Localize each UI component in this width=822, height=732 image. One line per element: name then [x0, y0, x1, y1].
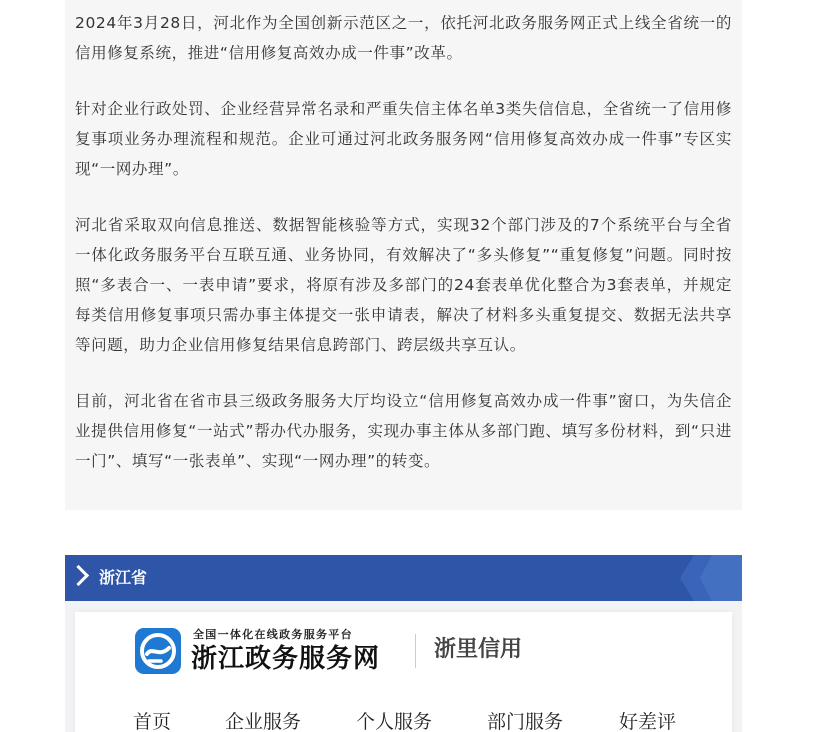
logo-divider [415, 634, 416, 668]
article-paragraph-4: 目前，河北省在省市县三级政务服务大厅均设立“信用修复高效办成一件事”窗口，为失信企业提供信用修复“一站式”帮办代办服务，实现办事主体从多部门跑、填写多份材料，到“只进一门”、填写“一张表单”、实现“一网办理”的转变。 [75, 392, 732, 470]
nav-item-feedback[interactable]: 好差评 [619, 711, 677, 732]
article-paragraph-3: 河北省采取双向信息推送、数据智能核验等方式，实现32个部门涉及的7个系统平台与全省一体化政务服务平台互联互通、业务协同，有效解决了“多头修复”“重复修复”问题。同时按照“多表合一、一表申请”要求，将原有涉及多部门的24套表单优化整合为3套表单，并规定每类信用修复事项只需办事主体提交一张申请表，解决了材料多头重复提交、数据无法共享等问题，助力企业信用修复结果信息跨部门、跨层级共享互认。 [75, 216, 732, 354]
banner-decoration [672, 555, 742, 601]
article-paragraph-2: 针对企业行政处罚、企业经营异常名录和严重失信主体名单3类失信信息，全省统一了信用修复事项业务办理流程和规范。企业可通过河北政务服务网“信用修复高效办成一件事”专区实现“一网办理”。 [75, 100, 732, 178]
article-text-panel [65, 0, 742, 510]
nav-item-personal-services[interactable]: 个人服务 [356, 711, 433, 732]
portal-side-title[interactable]: 浙里信用 [434, 637, 523, 662]
portal-subtitle: 全国一体化在线政务服务平台 [193, 628, 353, 641]
article-paragraph-1: 2024年3月28日，河北作为全国创新示范区之一，依托河北政务服务网正式上线全省统一的信用修复系统，推进“信用修复高效办成一件事”改革。 [75, 14, 732, 62]
nav-item-enterprise-services[interactable]: 企业服务 [225, 711, 302, 732]
chevron-right-icon [68, 565, 89, 586]
section-banner-zhejiang [65, 555, 742, 601]
nav-item-home[interactable]: 首页 [133, 711, 172, 732]
zhejiang-gov-logo-icon [135, 628, 181, 674]
portal-screenshot-frame [65, 601, 742, 732]
portal-name[interactable]: 浙江政务服务网 [191, 644, 381, 674]
section-title: 浙江省 [99, 568, 148, 587]
nav-item-department-services[interactable]: 部门服务 [487, 711, 564, 732]
portal-header [75, 612, 732, 732]
